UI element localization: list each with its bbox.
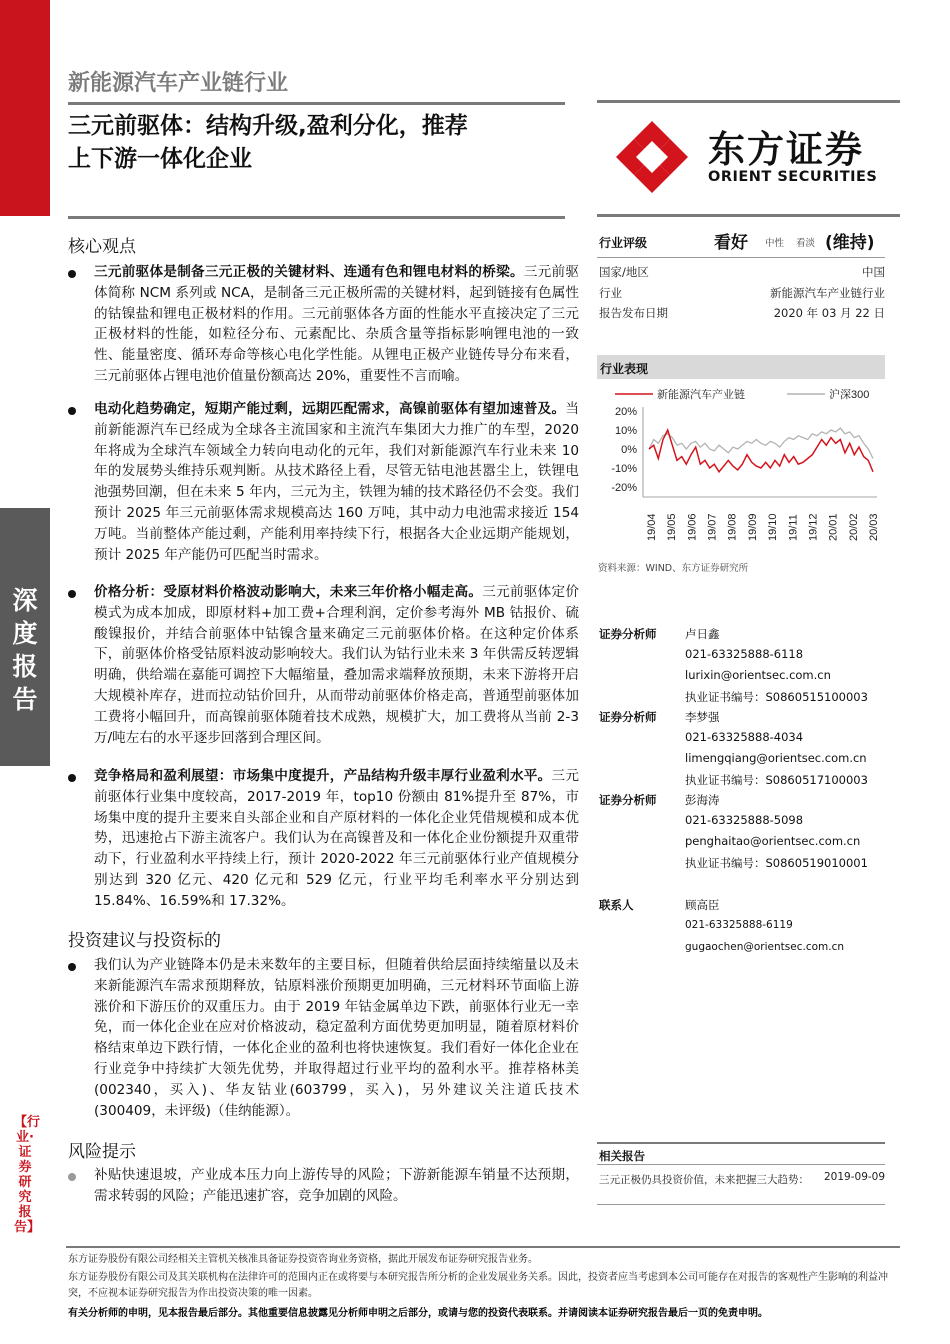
core-point-4: 竞争格局和盈利展望：市场集中度提升，产品结构升级丰厚行业盈利水平。三元前驱体行业集中度较高，2017-2019 年，top10 份额由 81%提升至 87%，市场集中度的提升主要来自头部企业和自产原材料的一体化企业凭借规模和成本优势，迅速抢占下游主流客户。我们认为在高镍普及和一体化企业份额提升双重带动下，行业盈利水平持续上行，预计 2020-2022 年三元前驱体行业产值规模分别达到 320 亿元、420 亿元和 529 亿元，行业平均毛利率水平分别达到 15.84%、16.59%和 17.32%。	[94, 768, 580, 909]
analyst-label: 证券分析师	[599, 627, 657, 641]
report-title: 三元前驱体：结构升级,盈利分化，推荐 上下游一体化企业	[68, 113, 468, 172]
report-type-label: 深度报告	[0, 508, 50, 766]
x-tick-label: 19/10	[767, 513, 780, 541]
analyst-label: 证券分析师	[599, 710, 657, 724]
x-tick-label: 19/05	[666, 513, 679, 541]
footer-disclaimer-3: 有关分析师的申明，见本报告最后部分。其他重要信息披露见分析师申明之后部分，或请与您的投资代表联系。并请阅读本证券研究报告最后一页的免责申明。	[68, 1308, 768, 1319]
analyst-label: 证券分析师	[599, 793, 657, 807]
rating-status: (维持)	[825, 233, 875, 253]
performance-heading: 行业表现	[597, 355, 885, 379]
rating-option: 看淡	[796, 238, 816, 249]
analyst-cert: 执业证书编号：S0860517100003	[685, 773, 868, 787]
company-logo	[612, 117, 892, 197]
x-tick-label: 19/11	[787, 514, 800, 541]
brand-color-bar	[0, 0, 50, 216]
analyst-phone: 021-63325888-5098	[685, 813, 804, 827]
x-tick-label: 20/03	[868, 513, 880, 541]
footer-disclaimer-1: 东方证券股份有限公司经相关主管机关核准具备证券投资咨询业务资格，据此开展发布证券研究报告业务。	[68, 1254, 538, 1265]
divider	[597, 257, 885, 258]
series-line-csi300	[649, 428, 873, 458]
analyst-email[interactable]: lurixin@orientsec.com.cn	[685, 668, 831, 682]
section-heading-core: 核心观点	[68, 237, 136, 257]
report-category-label: 【行业·证券研究报告】	[14, 1115, 41, 1235]
core-point-2: 电动化趋势确定，短期产能过剩，远期匹配需求，高镍前驱体有望加速普及。当前新能源汽车已经成为全球各主流国家和主流汽车集团大力推广的车型，2020 年将成为全球汽车领域全力转向电动化的元年，我们对新能源汽车行业未来 10 年的发展势头维持乐观判断。从技术路径上看，尽管无钴电池甚嚣尘上，铁锂电池强势回潮，但在未来 5 年内，三元为主，铁锂为辅的技术路径仍不会变。我们预计 2025 年三元前驱体需求规模高达 160 万吨，其中动力电池需求接近 154 万吨。当前整体产能过剩，产能利用率持续下行，根据各大企业远期产能规划，预计 2025 年产能仍可匹配当时需求。	[94, 401, 579, 563]
divider	[68, 102, 565, 105]
rating-option: 中性	[765, 238, 785, 249]
contact-email[interactable]: gugaochen@orientsec.com.cn	[685, 941, 845, 953]
y-tick-label: -20%	[611, 482, 637, 494]
footer-disclaimer-2: 东方证券股份有限公司及其关联机构在法律许可的范围内正在或将要与本研究报告所分析的企业发展业务关系。因此，投资者应当考虑到本公司可能存在对报告的客观性产生影响的利益冲突，不应视本证券研究报告为作出投资决策的唯一因素。	[68, 1272, 888, 1299]
core-point-3: 价格分析：受原材料价格波动影响大，未来三年价格小幅走高。三元前驱体定价模式为成本加成，即原材料+加工费+合理利润，定价参考海外 MB 钴报价、硫酸镍报价，并结合前驱体中钴镍含量来确定三元前驱体价格。在这种定价体系下，前驱体价格受钴原料波动影响较大。我们认为钴行业未来 3 年供需反转逻辑明确，供给端在嘉能可调控下大幅缩量，叠加需求端释放预期，未来下游将开启大规模补库存，进而拉动钴价回升，从而带动前驱体价格走高，普通型前驱体加工费将小幅回升，而高镍前驱体随着技术成熟，规模扩大，加工费将从当前 2-3 万/吨左右的水平逐步回落到合理区间。	[94, 584, 580, 746]
x-tick-label: 19/12	[807, 513, 820, 541]
related-reports-heading: 相关报告	[599, 1149, 645, 1163]
divider	[597, 1204, 885, 1205]
analyst-cert: 执业证书编号：S0860519010001	[685, 856, 868, 870]
x-tick-label: 19/07	[706, 513, 719, 541]
bullet-icon	[68, 270, 76, 278]
legend-label: 新能源汽车产业链	[657, 389, 745, 401]
invest-text: 我们认为产业链降本仍是未来数年的主要目标，但随着供给层面持续缩量以及未来新能源汽车需求预期释放，钴原料涨价预期更加明确，三元材料环节面临上游涨价和下游压价的双重压力。由于 2019 年钴金属单边下跌，前驱体行业无一幸免，而一体化企业在应对价格波动，稳定盈利方面优势更加明显，随着原材料价格结束单边下跌行情，一体化企业的盈利也将快速恢复。我们看好一体化企业在行业竞争中持续扩大领先优势，并取得超过行业平均的盈利水平。推荐格林美(002340，买入)、华友钴业(603799，买入)，另外建议关注道氏技术(300409，未评级)（佳纳能源）。	[94, 957, 579, 1119]
divider	[597, 214, 900, 217]
bullet-icon	[68, 1173, 76, 1181]
rating-value: 看好	[714, 233, 748, 253]
industry-rating	[597, 222, 900, 256]
performance-chart	[597, 381, 887, 553]
y-tick-label: 20%	[614, 406, 637, 418]
bullet-icon	[68, 963, 76, 971]
analyst-email[interactable]: penghaitao@orientsec.com.cn	[685, 834, 861, 848]
related-report-date: 2019-09-09	[824, 1171, 886, 1183]
related-report-link[interactable]: 三元正极仍具投资价值，未来把握三大趋势：	[599, 1174, 809, 1186]
bullet-icon	[68, 407, 76, 415]
contact-label: 联系人	[599, 898, 634, 912]
logo-text-en: ORIENT SECURITIES	[708, 169, 878, 185]
x-tick-label: 20/02	[847, 513, 860, 541]
section-heading-invest: 投资建议与投资标的	[68, 931, 221, 951]
analyst-phone: 021-63325888-4034	[685, 730, 804, 744]
bullet-icon	[68, 590, 76, 598]
series-line-nev-chain	[649, 430, 873, 472]
x-tick-label: 19/08	[726, 513, 739, 541]
analyst-name: 彭海涛	[685, 793, 720, 807]
contact-name: 顾高臣	[685, 898, 720, 912]
analyst-email[interactable]: limengqiang@orientsec.com.cn	[685, 751, 867, 765]
analyst-name: 李梦强	[685, 710, 720, 724]
divider	[597, 100, 900, 103]
rating-label: 行业评级	[599, 236, 648, 250]
info-row-region: 国家/地区 中国	[599, 265, 885, 279]
contact-phone: 021-63325888-6119	[685, 919, 793, 931]
core-point-1: 三元前驱体是制备三元正极的关键材料、连通有色和锂电材料的桥梁。三元前驱体简称 NCM 系列或 NCA，是制备三元正极所需的关键材料，起到链接有色属性的钴镍盐和锂电正极材料的作用。三元前驱体各方面的性能水平直接决定了三元正极材料的性能，如粒径分布、元素配比、杂质含量等指标影响锂电池的一致性、能量密度、循环寿命等核心电化学性能。从锂电正极产业链传导分布来看，三元前驱体占锂电池价值量份额高达 20%，重要性不言而喻。	[94, 264, 580, 384]
x-tick-label: 19/09	[746, 513, 759, 541]
industry-name: 新能源汽车产业链行业	[68, 71, 289, 96]
orient-logo-icon	[612, 117, 692, 197]
section-heading-risk: 风险提示	[68, 1142, 136, 1162]
x-tick-label: 20/01	[827, 513, 840, 541]
bullet-icon	[68, 774, 76, 782]
chart-source: 资料来源：WIND、东方证券研究所	[598, 563, 749, 574]
divider	[597, 1142, 885, 1144]
divider	[66, 1246, 900, 1248]
y-tick-label: 10%	[614, 425, 637, 437]
y-tick-label: -10%	[611, 463, 637, 475]
analyst-cert: 执业证书编号：S0860515100003	[685, 690, 868, 704]
analyst-phone: 021-63325888-6118	[685, 647, 804, 661]
legend-label: 沪深300	[829, 389, 870, 401]
risk-text: 补贴快速退坡，产业成本压力向上游传导的风险；下游新能源车销量不达预期，需求转弱的风险；产能迅速扩容，竞争加剧的风险。	[94, 1167, 579, 1204]
divider	[597, 1164, 885, 1165]
analyst-name: 卢日鑫	[685, 627, 720, 641]
logo-text-cn: 东方证券	[708, 128, 864, 171]
info-row-industry: 行业 新能源汽车产业链行业	[599, 286, 885, 300]
info-row-date: 报告发布日期 2020 年 03 月 22 日	[599, 306, 885, 320]
divider	[68, 216, 565, 219]
y-tick-label: 0%	[621, 444, 637, 456]
x-tick-label: 19/04	[646, 513, 658, 541]
x-tick-label: 19/06	[686, 513, 699, 541]
